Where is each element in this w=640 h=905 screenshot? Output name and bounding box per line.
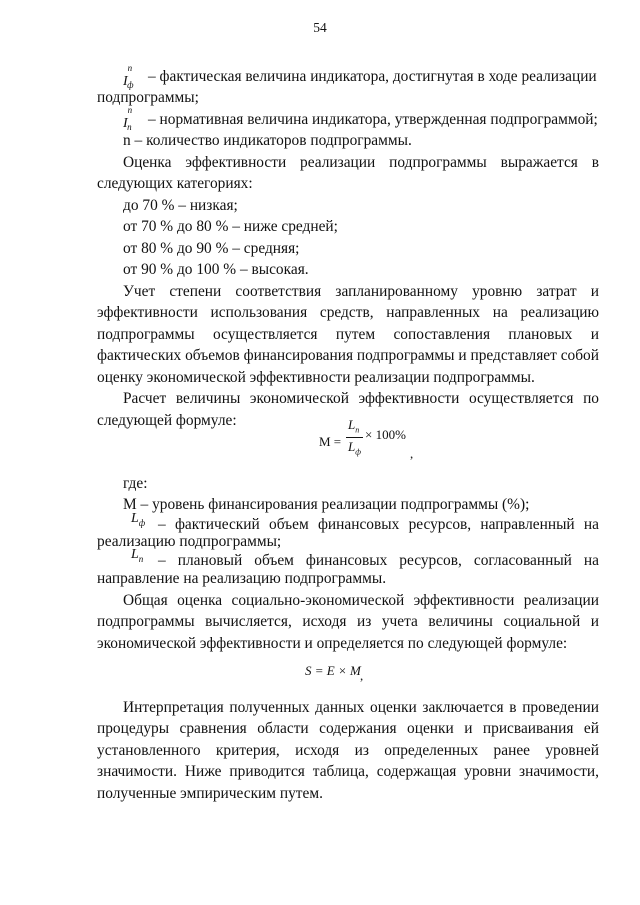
text-line: где: — [123, 475, 148, 492]
text-line: следующих категориях: — [97, 175, 253, 192]
symbol-l-fact: $L_ф$ — [131, 511, 146, 528]
text-line: эффективности использования средств, направленных на реализацию — [97, 304, 599, 321]
text-line: Учет степени соответствия запланированному уровню затрат и — [123, 283, 599, 300]
document-page: 54 $I^n_ф$ – фактическая величина индикатора, достигнутая в ходе реализации подпрограммы; $I^n_п$ – нормативная величина индикатора, утвержденная подпрограммой; n – количество индикаторов подпрограммы. Оценка эффективности реализации подпрограммы выражается в следующих категориях: до 70 % – низкая; от 70 % до 80 % – ниже средней; от 80 % до 90 % – средняя; от 90 % до 100 % – высокая. Учет степени соответствия запланированному уровню затрат и эффективности использования средств, направленных на реализацию подпрограммы осуществляется путем сопоставления плановых и фактических объемов финансирования подпрограммы и представляет собой оценку экономической эффективности реализации подпрограммы. Расчет величины экономической эффективности осуществляется по следующей формуле: М = $L_п$ $L_ф$ × 100% , где: М – уровень финансирования реализации подпрограммы (%); $L_ф$ – фактический объем финансовых ресурсов, направленный на реализацию подпрограммы; $L_п$ – плановый объем финансовых ресурсов, согласованный на направление на реализацию подпрограммы. Общая оценка социально-экономической эффективности реализации подпрограммы вычисляется, исходя из учета величины социальной и экономической эффективности и определяется по следующей формуле: S = E × M , Интерпретация полученных данных оценки заключается в проведении процедуры сравнения области содержания оценки и присваивания ей установленного критерия, исходя из определенных ранее уровней значимости. Ниже приводится таблица, содержащая уровни значимости, полученные эмпирическим путем. — [0, 0, 640, 905]
text-line: фактических объемов финансирования подпрограммы и представляет собой — [97, 347, 599, 364]
fraction-bar — [346, 437, 363, 438]
text-line: Расчет величины экономической эффективности осуществляется по — [123, 390, 599, 407]
text-line: направление на реализацию подпрограммы. — [97, 570, 387, 587]
text-line: Общая оценка социально-экономической эффективности реализации — [123, 592, 599, 609]
text-line: подпрограммы осуществляется путем сопоставления плановых и — [97, 326, 599, 343]
page-number: 54 — [313, 20, 327, 35]
symbol-l-plan: $L_п$ — [131, 547, 144, 564]
text-line: Интерпретация полученных данных оценки заключается в проведении — [123, 699, 599, 716]
list-item: от 90 % до 100 % – высокая. — [123, 261, 309, 278]
text-line: подпрограммы вычисляется, исходя из учета величины социальной и — [97, 613, 599, 630]
symbol-i-fact: $I^n_ф$ — [123, 63, 134, 91]
text-line: – фактическая величина индикатора, достигнутая в ходе реализации — [148, 68, 597, 85]
text-line: – плановый объем финансовых ресурсов, согласованный на — [158, 552, 599, 569]
text-line: n – количество индикаторов подпрограммы. — [123, 132, 412, 149]
formula-numerator: $L_п$ — [348, 417, 360, 435]
text-line: полученные эмпирическим путем. — [97, 785, 323, 802]
text-line: подпрограммы; — [97, 89, 199, 106]
text-line: М – уровень финансирования реализации подпрограммы (%); — [123, 496, 530, 513]
list-item: от 70 % до 80 % – ниже средней; — [123, 218, 338, 235]
formula-denominator: $L_ф$ — [348, 439, 361, 457]
text-line: – фактический объем финансовых ресурсов, направленный на — [158, 516, 599, 533]
list-item: от 80 % до 90 % – средняя; — [123, 240, 300, 257]
text-line: оценку экономической эффективности реализации подпрограммы. — [97, 369, 535, 386]
text-line: экономической эффективности и определяется по следующей формуле: — [97, 635, 568, 652]
text-line: – нормативная величина индикатора, утвержденная подпрограммой; — [148, 111, 598, 128]
symbol-i-norm: $I^n_п$ — [123, 105, 133, 133]
list-item: до 70 % – низкая; — [123, 197, 238, 214]
text-line: установленного критерия, исходя из определенных ранее уровней — [97, 742, 599, 759]
text-line: Оценка эффективности реализации подпрограммы выражается в — [123, 154, 599, 171]
text-line: процедуры сравнения области содержания оценки и присваивания ей — [97, 720, 599, 737]
text-line: следующей формуле: — [97, 412, 237, 429]
text-line: реализацию подпрограммы; — [97, 533, 282, 550]
text-line: значимости. Ниже приводится таблица, содержащая уровни значимости, — [97, 763, 599, 780]
